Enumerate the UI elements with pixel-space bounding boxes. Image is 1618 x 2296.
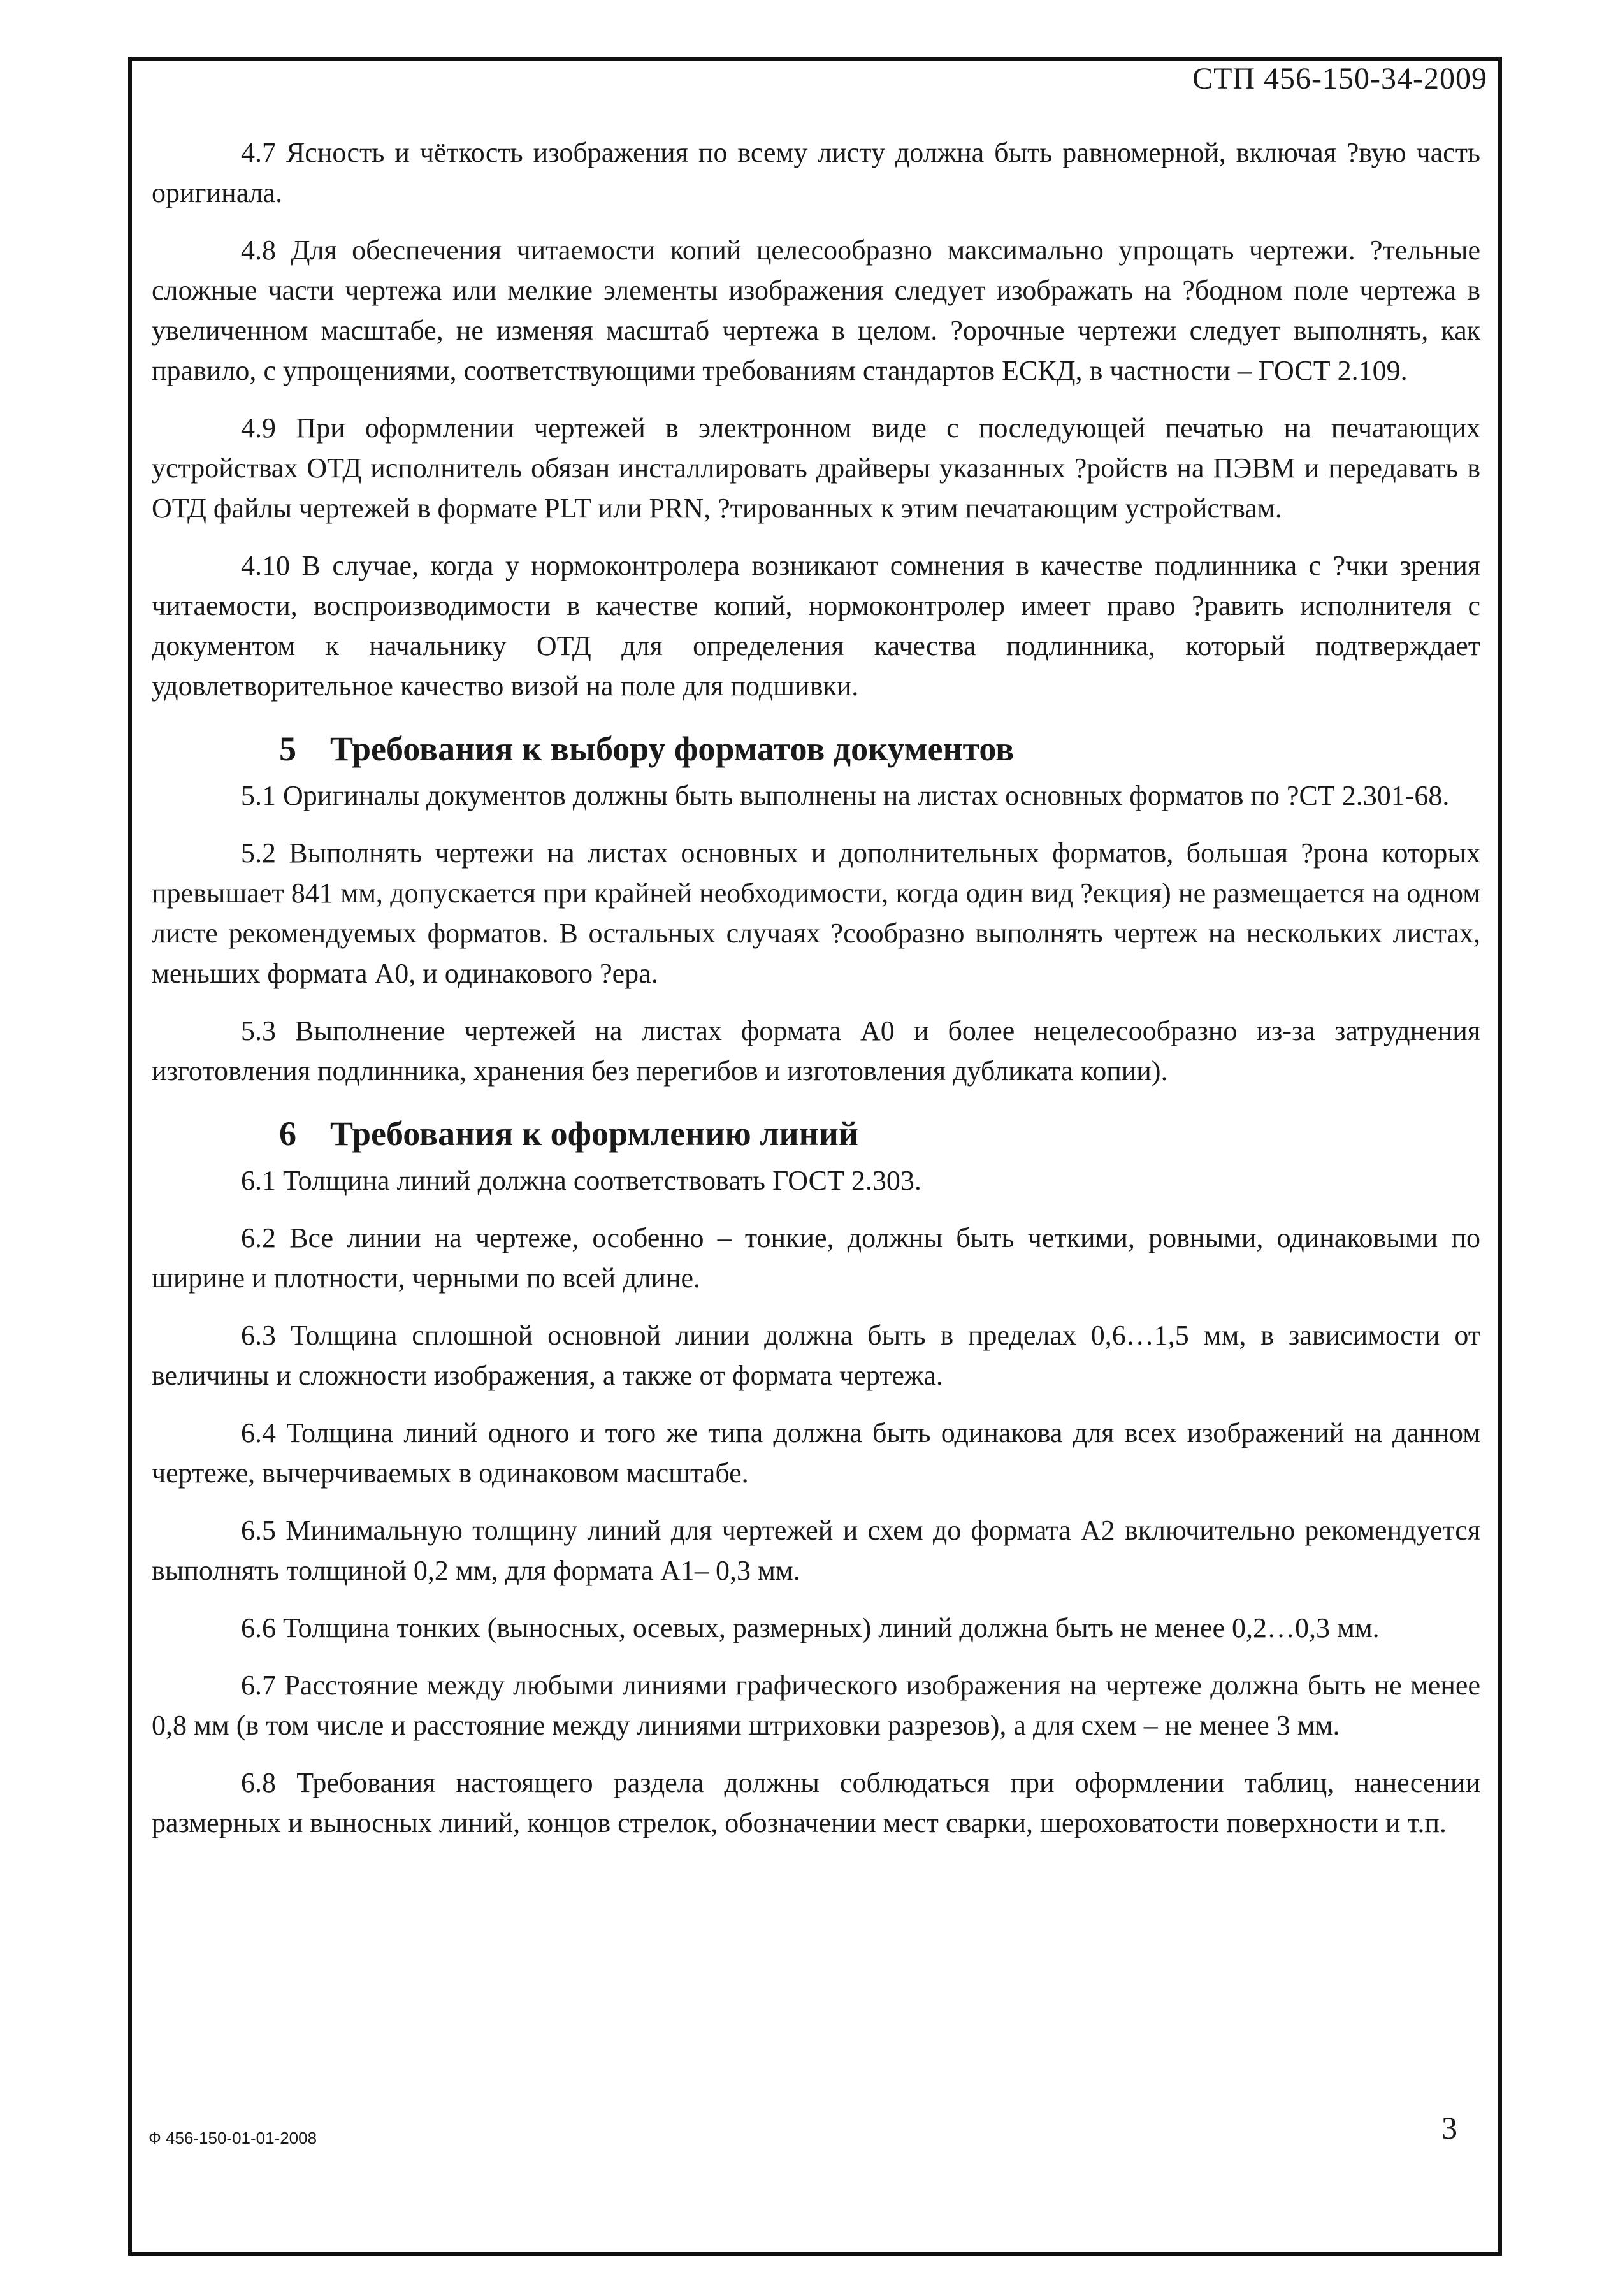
- paragraph: 6.8 Требования настоящего раздела должны соблюдаться при оформлении таблиц, нанесении размерных и выносных линий, концов стрелок, обозначении мест сварки, шероховатости поверхности и т.п.: [152, 1767, 1480, 1838]
- paragraph: 6.1 Толщина линий должна соответствовать ГОСТ 2.303.: [241, 1165, 921, 1196]
- form-code: Ф 456-150-01-01-2008: [148, 2128, 317, 2148]
- paragraph: 6.4 Толщина линий одного и того же типа должна быть одинакова для всех изображений на данном чертеже, вычерчиваемых в одинаковом масштабе.: [152, 1417, 1480, 1489]
- paragraph: 4.7 Ясность и чёткость изображения по всему листу должна быть равномерной, включая ?вую часть оригинала.: [152, 137, 1480, 208]
- paragraph: 5.3 Выполнение чертежей на листах формата А0 и более нецелесообразно из-за затруднения изготовления подлинника, хранения без перегибов и изготовления дубликата копии).: [152, 1015, 1480, 1087]
- paragraph: 4.10 В случае, когда у нормоконтролера возникают сомнения в качестве подлинника с ?чки зрения читаемости, воспроизводимости в качестве копий, нормоконтролер имеет право ?равить исполнителя с документом к начальнику ОТД для определения качества подлинника, который подтверждает удовлетворительное качество визой на поле для подшивки.: [152, 550, 1480, 702]
- paragraph: 6.2 Все линии на чертеже, особенно – тонкие, должны быть четкими, ровными, одинаковыми по ширине и плотности, черными по всей длине.: [152, 1222, 1480, 1294]
- document-code: СТП 456-150-34-2009: [1192, 62, 1487, 96]
- paragraph: 6.5 Минимальную толщину линий для чертежей и схем до формата А2 включительно рекомендуется выполнять толщиной 0,2 мм, для формата А1– 0,3 мм.: [152, 1515, 1480, 1586]
- document-body: [152, 133, 1480, 1860]
- section-title: Требования к оформлению линий: [330, 1115, 858, 1153]
- paragraph: 6.7 Расстояние между любыми линиями графического изображения на чертеже должна быть не менее 0,8 мм (в том числе и расстояние между линиями штриховки разрезов), а для схем – не менее 3 мм.: [152, 1670, 1480, 1741]
- paragraph: 4.8 Для обеспечения читаемости копий целесообразно максимально упрощать чертежи. ?тельные сложные части чертежа или мелкие элементы изображения следует изображать на ?бодном поле чертежа в увеличенном масштабе, не изменяя масштаб чертежа в целом. ?орочные чертежи следует выполнять, как правило, с упрощениями, соответствующими требованиям стандартов ЕСКД, в частности – ГОСТ 2.109.: [152, 235, 1480, 386]
- paragraph: 5.1 Оригиналы документов должны быть выполнены на листах основных форматов по ?СТ 2.301-68.: [241, 780, 1450, 811]
- paragraph: 6.6 Толщина тонких (выносных, осевых, размерных) линий должна быть не менее 0,2…0,3 мм.: [241, 1612, 1380, 1643]
- page-number: 3: [1441, 2110, 1457, 2146]
- section-title: Требования к выбору форматов документов: [330, 730, 1015, 768]
- section-number: 6: [279, 1115, 296, 1153]
- paragraph: 6.3 Толщина сплошной основной линии должна быть в пределах 0,6…1,5 мм, в зависимости от величины и сложности изображения, а также от формата чертежа.: [152, 1320, 1480, 1391]
- paragraph: 4.9 При оформлении чертежей в электронном виде с последующей печатью на печатающих устройствах ОТД исполнитель обязан инсталлировать драйверы указанных ?ройств на ПЭВМ и передавать в ОТД файлы чертежей в формате PLT или PRN, ?тированных к этим печатающим устройствам.: [152, 412, 1480, 524]
- section-heading: [152, 729, 1480, 769]
- section-heading: [152, 1114, 1480, 1154]
- section-number: 5: [279, 730, 296, 768]
- paragraph: 5.2 Выполнять чертежи на листах основных и дополнительных форматов, большая ?рона которых превышает 841 мм, допускается при крайней необходимости, когда один вид ?екция) не размещается на одном листе рекомендуемых форматов. В остальных случаях ?сообразно выполнять чертеж на нескольких листах, меньших формата А0, и одинакового ?ера.: [152, 837, 1480, 989]
